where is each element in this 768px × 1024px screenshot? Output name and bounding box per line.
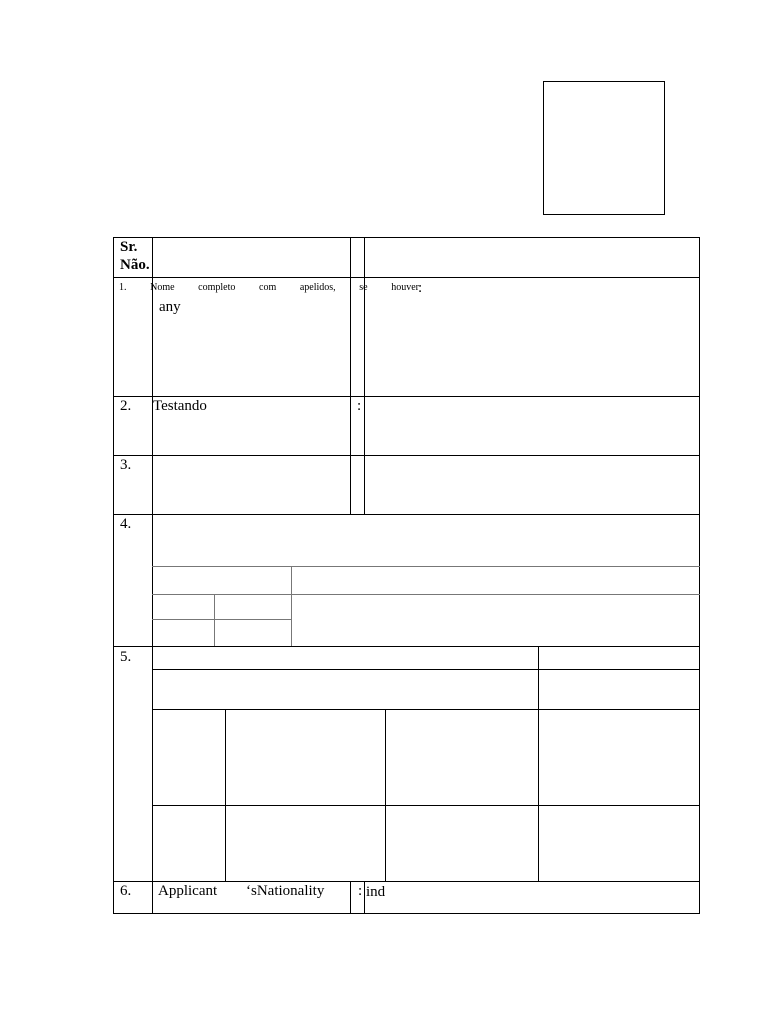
row1-word: com — [259, 282, 277, 293]
row6-label-part1: Applicant — [158, 883, 218, 899]
row2-number: 2. — [120, 398, 132, 414]
row1-number: 1. — [119, 282, 127, 293]
row5-number: 5. — [120, 649, 132, 665]
row1-word: Nome — [150, 282, 175, 293]
sr-no-label-line2: Não. — [120, 257, 150, 273]
row4-number: 4. — [120, 516, 132, 532]
row6-nationality-value: ind — [366, 884, 386, 900]
row1-label-continued: any — [159, 299, 181, 315]
row2-label: Testando — [153, 398, 207, 414]
row6-label-part2: ‘sNationality — [246, 883, 325, 899]
row1-label — [119, 283, 419, 293]
row2-colon: : — [357, 398, 362, 414]
row1-word: houver — [391, 282, 419, 293]
row6-colon: : — [358, 883, 363, 899]
row3-number: 3. — [120, 457, 132, 473]
row1-colon: : — [418, 280, 423, 296]
row1-word: apelidos, — [299, 282, 336, 293]
row1-word: completo — [198, 282, 236, 293]
row1-word: se — [359, 282, 368, 293]
sr-no-label-line1: Sr. — [120, 239, 138, 255]
row6-number: 6. — [120, 883, 132, 899]
